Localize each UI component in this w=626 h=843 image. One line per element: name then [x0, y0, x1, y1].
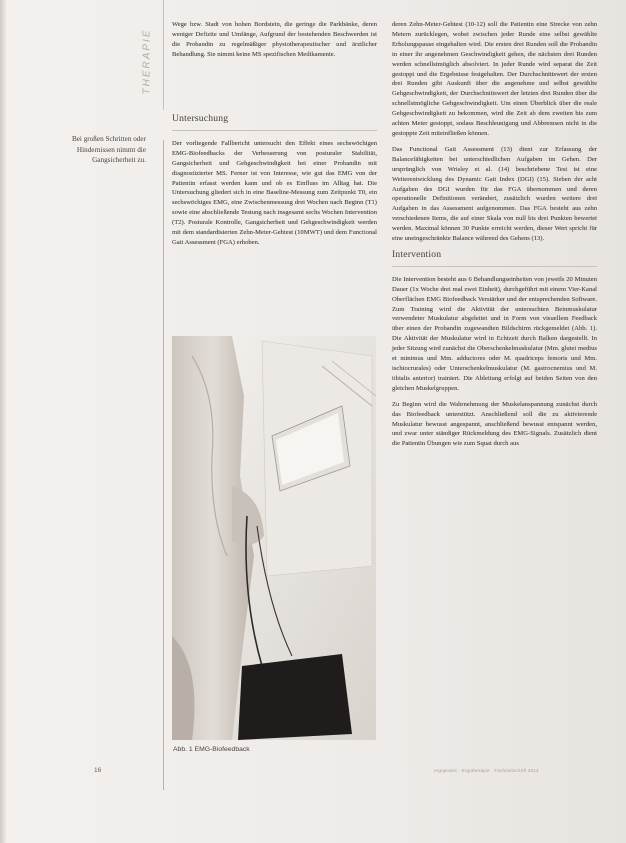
intro-paragraph: Wege bzw. Stadt von hohen Bordstein, die geringe die Parkbänke, deren weniger Defizite und Umfänge, Aufgrund der bestehenden Beschwerden ist die Probandin zu regelmäßiger physiotherapeutischer und ärztlicher Behandlung. Sie nimmt keine MS spezifischen Medikamente. — [172, 21, 377, 58]
fga-paragraph: Das Functional Gait Assessment (13) dient zur Erfassung der Balancefähigkeiten bei unterschiedlichen Aufgaben im Gehen. Der ursprünglich von Wrisley et al. (14) beschriebene Test ist eine Weiterentwicklung des Dynamic Gait Index (DGI) (15). Sieben der acht Aufgaben des DGI wurden für das FGA übernommen und deren operationelle Definitionen verändert, zusätzlich wurden weitere drei Aufgaben in das Assessment aufgenommen. Das FGA besteht aus zehn verschiedenen Items, die auf einer Skala von null bis drei Punkten bewertet werden. Maximal können 30 Punkte erreicht werden, dieser Wert spricht für eine uneingeschränkte Balance während des Gehens (13). — [392, 145, 597, 243]
section-tab — [141, 18, 160, 108]
figure-caption: Abb. 1 EMG-Biofeedback — [173, 746, 250, 753]
margin-divider — [163, 140, 164, 790]
heading-rule — [172, 130, 377, 131]
heading-intervention: Intervention — [392, 248, 442, 260]
margin-note: Bei großen Schritten oder Hindernissen nimmt die Gangsicherheit zu. — [71, 135, 146, 164]
heading-untersuchung: Untersuchung — [172, 113, 229, 124]
section-label: THERAPIE — [141, 28, 153, 95]
untersuchung-paragraph: Der vorliegende Fallbericht untersucht den Effekt eines sechswöchigen EMG-Biofeedbacks der Verbesserung von posturaler Stabilität, Gangsicherheit und Gehgeschwindigkeit bei einer Probandin mit diagnostizierter MS. Ferner ist von Interesse, wie gut das EMG von der Patientin erfasst werden kann und ob es Einfluss im Alltag hat. Die Untersuchung gliedert sich in eine Baseline-Messung zum Zeitpunkt T0, ein sechswöchiges EMG, eine Zwischenmessung drei Wochen nach Beginn (T1) sowie eine abschließende Testung nach insgesamt sechs Wochen Intervention (T2). Posturale Kontrolle, Gangsicherheit und Gehgeschwindigkeit werden mit dem standardisierten Zehn-Meter-Gehtest (10MWT) und dem Functional Gait Assessment (FGA) erhoben. — [172, 139, 377, 246]
scan-shadow-edge — [0, 0, 6, 843]
figure-photo — [172, 336, 376, 740]
gehtest-paragraph: deren Zehn-Meter-Gehtest (10-12) soll die Patientin eine Strecke von zehn Metern zurücklegen, wobei zwischen jeder Runde eine selbst gewählte Erholungspause eingehalten wird. Die ersten drei Runden soll die Probandin in einer ihr angenehmen Geschwindigkeit gehen, die nächsten drei Runden werden schnellstmöglich absolviert. In jeder Runde wird separat die Zeit gestoppt und die Ergebnisse festgehalten. Der Durchschnittswert der ersten drei Runden gibt Auskunft über die angenehme und selbst gewählte Gehgeschwindigkeit, der Durchschnittswert der letzten drei Runden über die schnellstmögliche Gehgeschwindigkeit. Um einen Überblick über die reale Gehgeschwindigkeit zu bekommen, wird die Zeit ab dem zweiten bis zum achten Meter gestoppt, sodass Beschleunigung und Abbremsen nicht in die gestoppte Zeit miteinfließen können. — [392, 21, 597, 137]
heading-rule-2 — [392, 266, 597, 267]
column-right — [392, 20, 597, 455]
floor-mat — [238, 654, 352, 740]
column-left-intro — [172, 20, 377, 66]
emg-biofeedback-photo — [172, 336, 376, 740]
column-left — [172, 110, 377, 254]
intervention-paragraph: Die Intervention besteht aus 6 Behandlungseinheiten von jeweils 20 Minuten Dauer (1x Woche drei mal zwei Einheit), durchgeführt mit einem Vier-Kanal Oberflächen EMG Biofeedback Verstärker und der entsprechenden Software. Zum Training wird die Aktivität der untersuchten Beinmuskulatur verwendeter Muskulatur abgeleitet und in Form von visuellem Feedback über einen der Probandin zugewandten Bildschirm rückgemeldet (Abb. 1). Die Aktivität der Muskulatur wird in Echtzeit durch Balken dargestellt. In jeder Sitzung wird zunächst die Oberschenkelmuskulatur (Mm. glutei medius et minimus und Mm. adductores oder M. quadriceps femoris und Mm. ischiocrurales) oder Unterschenkelmuskulatur (M. gastrocnemius und M. tibialis anterior) trainiert. Die Ableitung erfolgt auf beiden Seiten von den gleichen Muskelgruppen. — [392, 275, 597, 392]
page-number: 16 — [94, 767, 102, 774]
page-footer: ergopraxis · Ergotherapie · Fachzeitschrift 2014 — [434, 768, 539, 773]
margin-divider-top — [163, 0, 164, 110]
training-paragraph: Zu Beginn wird die Wahrnehmung der Muskelanspannung zunächst durch das Biofeedback unterstützt. Anschließend soll die zu aktivierende Muskulatur bewusst angespannt, anschließend bewusst entspannt werden, und zwar unter ständiger Rückmeldung des EMG-Signals. Zusätzlich dient die Patientin Übungen wie zum Squat durch aus — [392, 400, 597, 448]
